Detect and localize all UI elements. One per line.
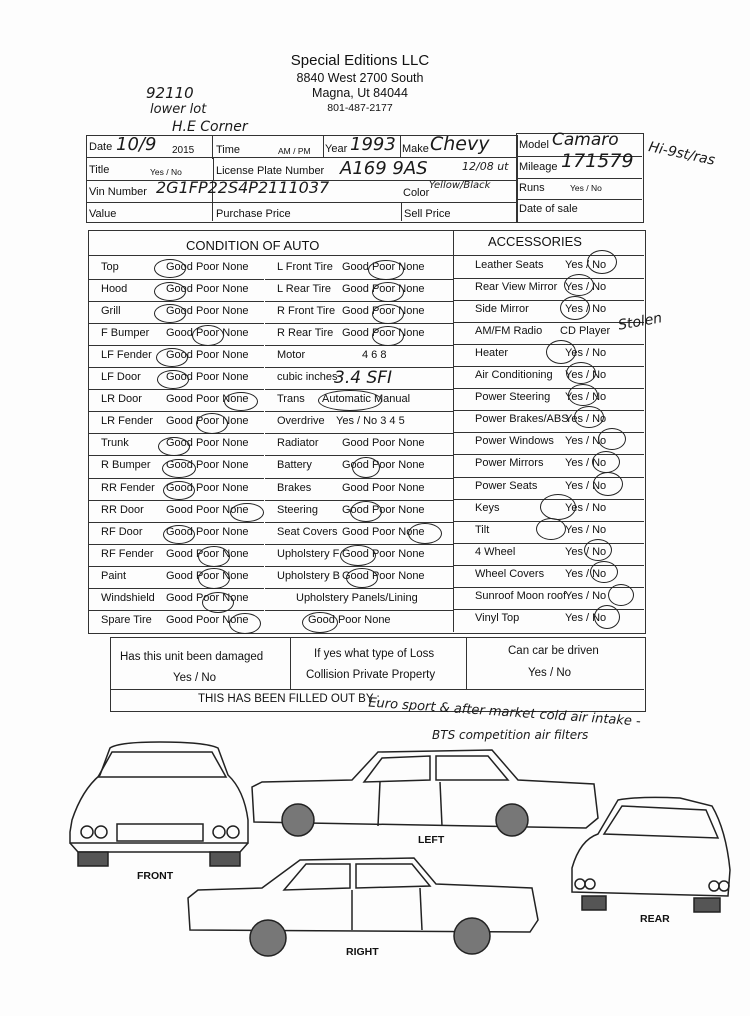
- condition2-label-14: Upholstery B: [277, 569, 340, 582]
- condition2-options-13[interactable]: Good Poor None: [342, 547, 425, 560]
- address-line-2: Magna, Ut 84044: [312, 86, 408, 101]
- make-label: Make: [402, 143, 429, 155]
- condition-label-3: F Bumper: [101, 327, 150, 340]
- time-label: Time: [216, 144, 241, 156]
- condition2-label-7: Overdrive: [277, 415, 325, 428]
- accessory-options-14[interactable]: Yes / No: [565, 567, 607, 580]
- accessory-label-15: Sunroof Moon roof: [475, 589, 567, 602]
- condition-options-11[interactable]: Good Poor None: [166, 503, 249, 516]
- condition-options-14[interactable]: Good Poor None: [166, 569, 249, 582]
- condition2-label-15: Upholstery Panels/Lining: [296, 591, 418, 604]
- drivable-question: Can car be driven: [508, 645, 599, 657]
- condition2-options-4[interactable]: 4 6 8: [362, 349, 387, 362]
- condition2-label-0: L Front Tire: [277, 261, 333, 273]
- accessory-label-6: Power Steering: [475, 391, 551, 404]
- condition2-options-16[interactable]: Good Poor None: [308, 613, 391, 626]
- cubic-inches-value[interactable]: 3.4 SFI: [334, 368, 393, 388]
- accessory-options-10[interactable]: Yes / No: [565, 479, 607, 492]
- condition2-label-8: Radiator: [277, 437, 319, 450]
- accessory-label-12: Tilt: [475, 523, 490, 536]
- condition-label-11: RR Door: [101, 503, 144, 516]
- address-line-1: 8840 West 2700 South: [296, 70, 424, 85]
- accessory-label-0: Leather Seats: [475, 259, 544, 271]
- condition-options-8[interactable]: Good Poor None: [166, 437, 249, 450]
- condition-label-9: R Bumper: [101, 459, 151, 472]
- condition-options-7[interactable]: Good Poor None: [166, 415, 249, 428]
- accessory-label-11: Keys: [475, 501, 500, 514]
- condition-options-2[interactable]: Good Poor None: [166, 305, 249, 318]
- condition-options-10[interactable]: Good Poor None: [166, 481, 249, 494]
- accessories-title: ACCESSORIES: [488, 234, 582, 249]
- accessory-options-0[interactable]: Yes / No: [565, 259, 607, 271]
- condition-label-2: Grill: [101, 305, 121, 318]
- accessory-options-5[interactable]: Yes / No: [565, 369, 607, 382]
- accessory-options-16[interactable]: Yes / No: [565, 611, 607, 624]
- runs-label: Runs: [519, 182, 545, 194]
- condition2-options-12[interactable]: Good Poor None: [342, 525, 425, 538]
- accessory-options-2[interactable]: Yes / No: [565, 303, 607, 316]
- condition2-options-14[interactable]: Good Poor None: [342, 569, 425, 582]
- bottom-handwritten-note: Euro sport & after market cold air intake -: [367, 695, 642, 730]
- phone-number: 801-487-2177: [327, 102, 393, 114]
- radio-note: Stolen: [616, 310, 664, 334]
- model-label: Model: [519, 139, 549, 151]
- accessory-label-16: Vinyl Top: [475, 611, 520, 624]
- bottom-handwritten-note-2: BTS competition air filters: [432, 728, 589, 742]
- accessory-label-4: Heater: [475, 347, 509, 360]
- condition2-options-11[interactable]: Good Poor None: [342, 503, 425, 516]
- drivable-options: Yes / No: [528, 667, 572, 679]
- purchase-price-label: Purchase Price: [216, 208, 291, 220]
- condition-options-3[interactable]: Good Poor None: [166, 327, 249, 340]
- condition-options-16[interactable]: Good Poor None: [166, 613, 249, 626]
- condition-label-14: Paint: [101, 569, 127, 582]
- condition-label-15: Windshield: [101, 591, 155, 604]
- condition2-options-3[interactable]: Good Poor None: [342, 327, 425, 340]
- title-yes-no: Yes / No: [150, 167, 182, 177]
- am-pm-label: AM / PM: [278, 146, 311, 156]
- condition-label-7: LR Fender: [101, 415, 153, 428]
- mileage-value[interactable]: 171579: [561, 150, 634, 172]
- company-name: Special Editions LLC: [290, 52, 430, 69]
- accessory-label-8: Power Windows: [475, 435, 554, 448]
- condition-label-16: Spare Tire: [101, 613, 152, 626]
- accessory-options-11[interactable]: Yes / No: [565, 501, 607, 514]
- filled-out-by-label: THIS HAS BEEN FILLED OUT BY :: [198, 693, 380, 705]
- condition2-options-9[interactable]: Good Poor None: [342, 459, 425, 472]
- condition-label-1: Hood: [101, 283, 128, 296]
- right-label: RIGHT: [346, 946, 379, 958]
- condition2-label-12: Seat Covers: [277, 525, 338, 538]
- condition2-options-7[interactable]: Yes / No 3 4 5: [336, 415, 405, 428]
- condition2-label-13: Upholstery F: [277, 547, 340, 560]
- year-label: Year: [325, 143, 348, 155]
- loss-type-question: If yes what type of Loss: [314, 648, 435, 660]
- license-plate-value[interactable]: A169 9AS: [340, 158, 428, 179]
- condition-options-0[interactable]: Good Poor None: [166, 261, 249, 273]
- accessory-label-1: Rear View Mirror: [475, 281, 558, 294]
- license-plate-extra: 12/08 ut: [462, 160, 509, 173]
- condition-options-1[interactable]: Good Poor None: [166, 283, 249, 296]
- year-value[interactable]: 1993: [350, 134, 396, 155]
- condition2-label-9: Battery: [277, 459, 312, 472]
- value-label: Value: [89, 208, 117, 220]
- condition2-options-0[interactable]: Good Poor None: [342, 261, 425, 273]
- mileage-label: Mileage: [519, 161, 558, 173]
- condition-label-4: LF Fender: [101, 349, 152, 362]
- accessory-label-13: 4 Wheel: [475, 545, 516, 558]
- car-rear-diagram: [572, 797, 730, 912]
- accessory-label-9: Power Mirrors: [475, 457, 544, 470]
- condition-options-12[interactable]: Good Poor None: [166, 525, 249, 538]
- make-value[interactable]: Chevy: [430, 133, 490, 155]
- condition-title: CONDITION OF AUTO: [186, 238, 320, 253]
- condition2-label-1: L Rear Tire: [277, 283, 332, 296]
- accessory-options-3[interactable]: CD Player: [560, 325, 611, 338]
- condition-options-5[interactable]: Good Poor None: [166, 371, 249, 384]
- condition-options-9[interactable]: Good Poor None: [166, 459, 249, 472]
- accessory-options-7[interactable]: Yes / No: [565, 413, 607, 426]
- license-plate-label: License Plate Number: [216, 165, 325, 177]
- accessory-label-5: Air Conditioning: [475, 369, 553, 382]
- date-year-printed: 2015: [172, 145, 195, 156]
- condition-options-4[interactable]: Good Poor None: [166, 349, 249, 362]
- note-lot-location: lower lot: [150, 102, 207, 117]
- condition2-options-1[interactable]: Good Poor None: [342, 283, 425, 296]
- condition-label-5: LF Door: [101, 371, 141, 384]
- rear-label: REAR: [640, 913, 670, 925]
- accessory-label-2: Side Mirror: [475, 303, 529, 316]
- car-right-diagram: [188, 858, 538, 956]
- color-label: Color: [403, 187, 430, 199]
- condition2-label-5: cubic inches: [277, 371, 338, 384]
- condition-options-13[interactable]: Good Poor None: [166, 547, 249, 560]
- date-value[interactable]: 10/9: [116, 134, 157, 155]
- condition2-label-6: Trans: [277, 393, 305, 406]
- accessory-label-3: AM/FM Radio: [475, 325, 543, 338]
- accessory-label-10: Power Seats: [475, 479, 538, 492]
- left-label: LEFT: [418, 834, 445, 846]
- car-front-diagram: [70, 742, 248, 866]
- accessory-options-9[interactable]: Yes / No: [565, 457, 607, 470]
- vin-label: Vin Number: [89, 186, 147, 198]
- condition2-options-10[interactable]: Good Poor None: [342, 481, 425, 494]
- condition-options-6[interactable]: Good Poor None: [166, 393, 249, 406]
- condition2-label-10: Brakes: [277, 481, 312, 494]
- condition2-options-2[interactable]: Good Poor None: [342, 305, 425, 318]
- accessory-options-6[interactable]: Yes / No: [565, 391, 607, 404]
- condition2-label-2: R Front Tire: [277, 305, 336, 318]
- condition-label-6: LR Door: [101, 393, 142, 406]
- note-lot-number: 92110: [146, 84, 194, 102]
- accessory-options-12[interactable]: Yes / No: [565, 523, 607, 536]
- condition2-options-8[interactable]: Good Poor None: [342, 437, 425, 450]
- condition2-options-6[interactable]: Automatic Manual: [322, 393, 411, 406]
- condition-label-8: Trunk: [101, 437, 129, 450]
- accessory-options-15[interactable]: Yes / No: [565, 589, 607, 602]
- accessory-label-14: Wheel Covers: [475, 567, 545, 580]
- damaged-question: Has this unit been damaged: [120, 651, 264, 663]
- condition-label-10: RR Fender: [101, 481, 155, 494]
- accessory-options-1[interactable]: Yes / No: [565, 281, 607, 294]
- condition-label-0: Top: [101, 261, 119, 273]
- accessory-label-7: Power Brakes/ABS: [475, 413, 569, 426]
- accessory-options-13[interactable]: Yes / No: [565, 545, 607, 558]
- mileage-side-note: Hi-9st/ras: [647, 139, 717, 169]
- front-label: FRONT: [137, 870, 174, 882]
- condition2-label-3: R Rear Tire: [277, 327, 334, 340]
- loss-type-options: Collision Private Property: [306, 669, 436, 681]
- accessory-options-4[interactable]: Yes / No: [565, 347, 607, 360]
- condition-options-15[interactable]: Good Poor None: [166, 591, 249, 604]
- runs-yes-no: Yes / No: [570, 183, 602, 193]
- title-label: Title: [89, 164, 110, 176]
- condition2-label-4: Motor: [277, 349, 306, 362]
- damaged-options: Yes / No: [173, 672, 217, 684]
- condition-label-12: RF Door: [101, 525, 143, 538]
- note-corner: H.E Corner: [172, 119, 248, 135]
- sell-price-label: Sell Price: [404, 208, 451, 220]
- vin-value[interactable]: 2G1FP22S4P2111037: [156, 178, 330, 197]
- condition-label-13: RF Fender: [101, 547, 154, 560]
- accessory-options-8[interactable]: Yes / No: [565, 435, 607, 448]
- color-value[interactable]: Yellow/Black: [429, 180, 491, 191]
- date-label: Date: [89, 141, 113, 153]
- car-left-diagram: [252, 750, 598, 836]
- condition2-label-11: Steering: [277, 503, 318, 516]
- model-value[interactable]: Camaro: [552, 130, 619, 150]
- date-of-sale-label: Date of sale: [519, 203, 578, 215]
